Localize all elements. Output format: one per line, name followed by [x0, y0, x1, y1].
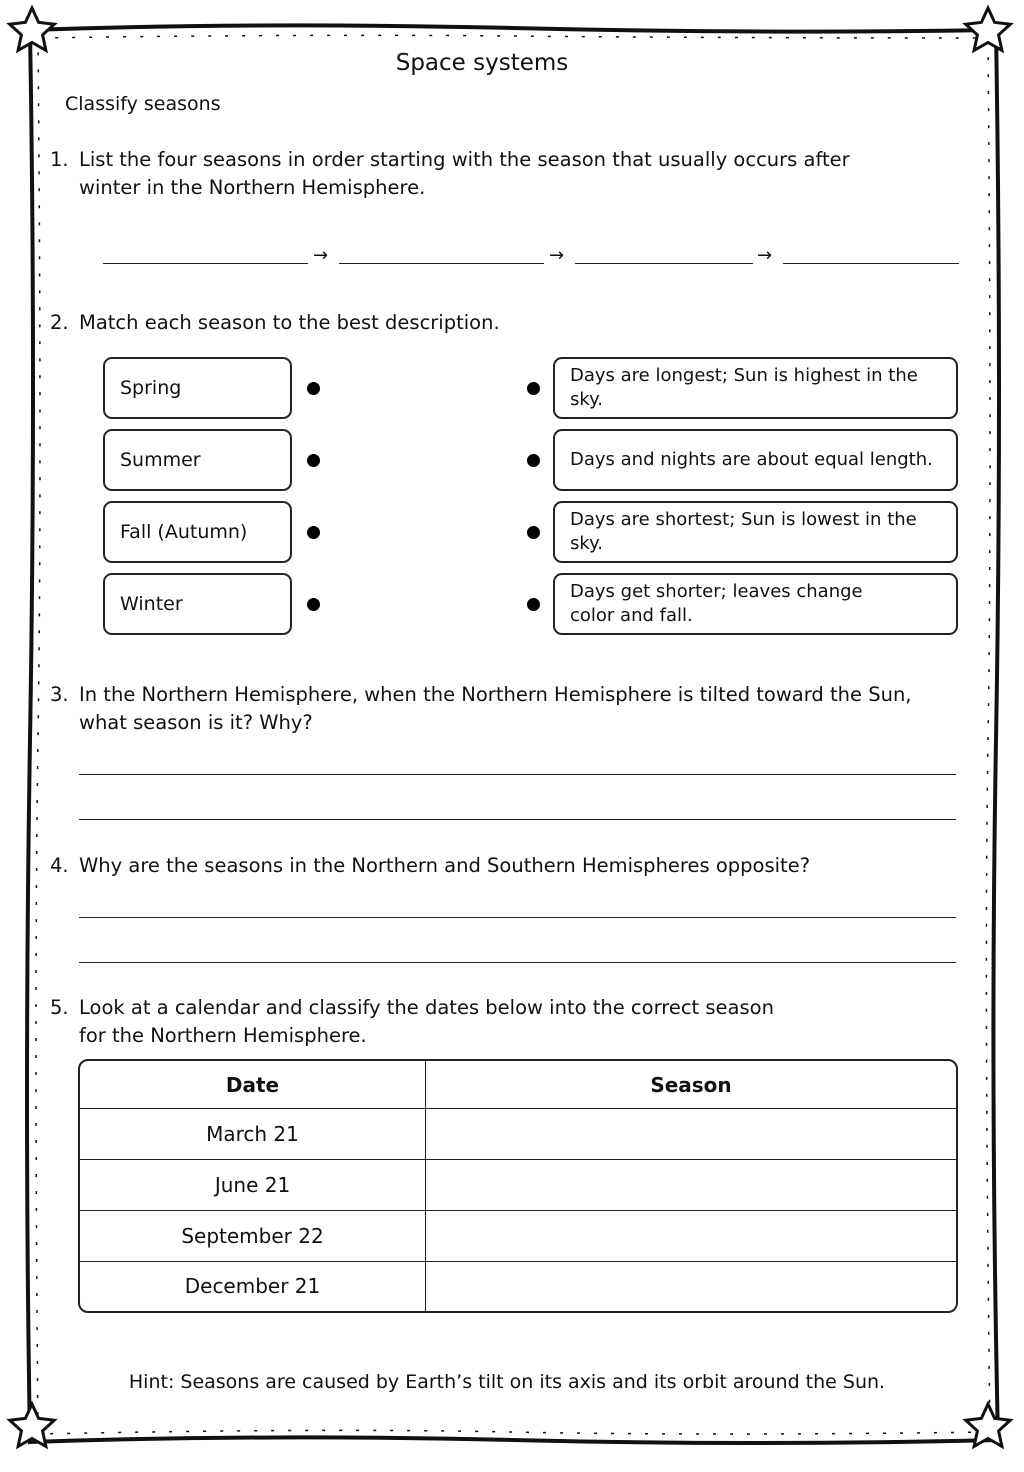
match-dot-left[interactable] — [307, 454, 320, 467]
description-text: Days are longest; Sun is highest in the sky. — [570, 365, 918, 410]
answer-line-q4[interactable] — [79, 917, 956, 918]
question-5 — [50, 994, 774, 1050]
question-4 — [50, 852, 810, 880]
description-text: Days and nights are about equal length. — [570, 449, 933, 470]
table-row — [80, 1210, 956, 1261]
description-text: Days get shorter; leaves change color and fall. — [570, 581, 863, 626]
page-subtitle: Classify seasons — [65, 93, 221, 115]
question-number: 3. — [50, 683, 69, 706]
page-title: Space systems — [395, 50, 569, 76]
match-dot-left[interactable] — [307, 598, 320, 611]
star-icon — [966, 1404, 1011, 1446]
season-answer-cell[interactable] — [426, 1210, 957, 1261]
season-label: Summer — [120, 449, 201, 471]
match-dot-right[interactable] — [527, 526, 540, 539]
date-cell: December 21 — [80, 1261, 426, 1311]
season-answer-cell[interactable] — [426, 1109, 957, 1160]
hint-text: Hint: Seasons are caused by Earth’s tilt on its axis and its orbit around the Sun. — [128, 1371, 886, 1393]
match-dot-right[interactable] — [527, 382, 540, 395]
description-box — [553, 501, 958, 563]
question-text-line: Look at a calendar and classify the dates below into the correct season — [79, 996, 774, 1019]
question-number: 2. — [50, 311, 69, 334]
column-header-season: Season — [426, 1061, 957, 1109]
question-text-line: In the Northern Hemisphere, when the Northern Hemisphere is tilted toward the Sun, — [79, 683, 912, 706]
season-label: Fall (Autumn) — [120, 521, 248, 543]
column-header-date: Date — [80, 1061, 426, 1109]
arrow-right-icon: → — [549, 245, 565, 266]
sequence-blank-3[interactable] — [575, 263, 753, 264]
season-box-summer — [103, 429, 292, 491]
match-dot-left[interactable] — [307, 382, 320, 395]
star-icon — [966, 8, 1011, 50]
table-row — [80, 1159, 956, 1210]
sequence-blank-1[interactable] — [103, 263, 308, 264]
question-text-line: Match each season to the best description. — [79, 311, 500, 334]
description-text: Days are shortest; Sun is lowest in the sky. — [570, 509, 917, 554]
season-label: Winter — [120, 593, 183, 615]
question-3 — [50, 681, 912, 737]
table-row — [80, 1109, 956, 1160]
season-box-winter — [103, 573, 292, 635]
season-answer-cell[interactable] — [426, 1159, 957, 1210]
description-box — [553, 429, 958, 491]
arrow-right-icon: → — [757, 245, 773, 266]
question-number: 4. — [50, 854, 69, 877]
date-cell: March 21 — [80, 1109, 426, 1160]
season-box-spring — [103, 357, 292, 419]
sequence-blank-2[interactable] — [339, 263, 544, 264]
star-icon — [10, 1404, 55, 1446]
match-dot-left[interactable] — [307, 526, 320, 539]
description-box — [553, 357, 958, 419]
sequence-blank-4[interactable] — [783, 263, 959, 264]
question-text-line: List the four seasons in order starting with the season that usually occurs after — [79, 148, 850, 171]
table-header-row — [80, 1061, 956, 1109]
answer-line-q3[interactable] — [79, 819, 956, 820]
table-row — [80, 1261, 956, 1311]
question-number: 1. — [50, 148, 69, 171]
answer-line-q3[interactable] — [79, 774, 956, 775]
description-box — [553, 573, 958, 635]
question-text-line: what season is it? Why? — [79, 711, 313, 734]
question-text-line: winter in the Northern Hemisphere. — [79, 176, 426, 199]
question-1 — [50, 146, 850, 202]
date-cell: June 21 — [80, 1159, 426, 1210]
question-number: 5. — [50, 996, 69, 1019]
arrow-right-icon: → — [313, 245, 329, 266]
question-2 — [50, 309, 500, 337]
season-table — [78, 1059, 958, 1313]
season-box-fall — [103, 501, 292, 563]
match-dot-right[interactable] — [527, 598, 540, 611]
match-dot-right[interactable] — [527, 454, 540, 467]
season-answer-cell[interactable] — [426, 1261, 957, 1311]
star-icon — [10, 8, 55, 50]
question-text-line: for the Northern Hemisphere. — [79, 1024, 367, 1047]
question-text-line: Why are the seasons in the Northern and Southern Hemispheres opposite? — [79, 854, 811, 877]
season-label: Spring — [120, 377, 182, 399]
answer-line-q4[interactable] — [79, 962, 956, 963]
date-cell: September 22 — [80, 1210, 426, 1261]
